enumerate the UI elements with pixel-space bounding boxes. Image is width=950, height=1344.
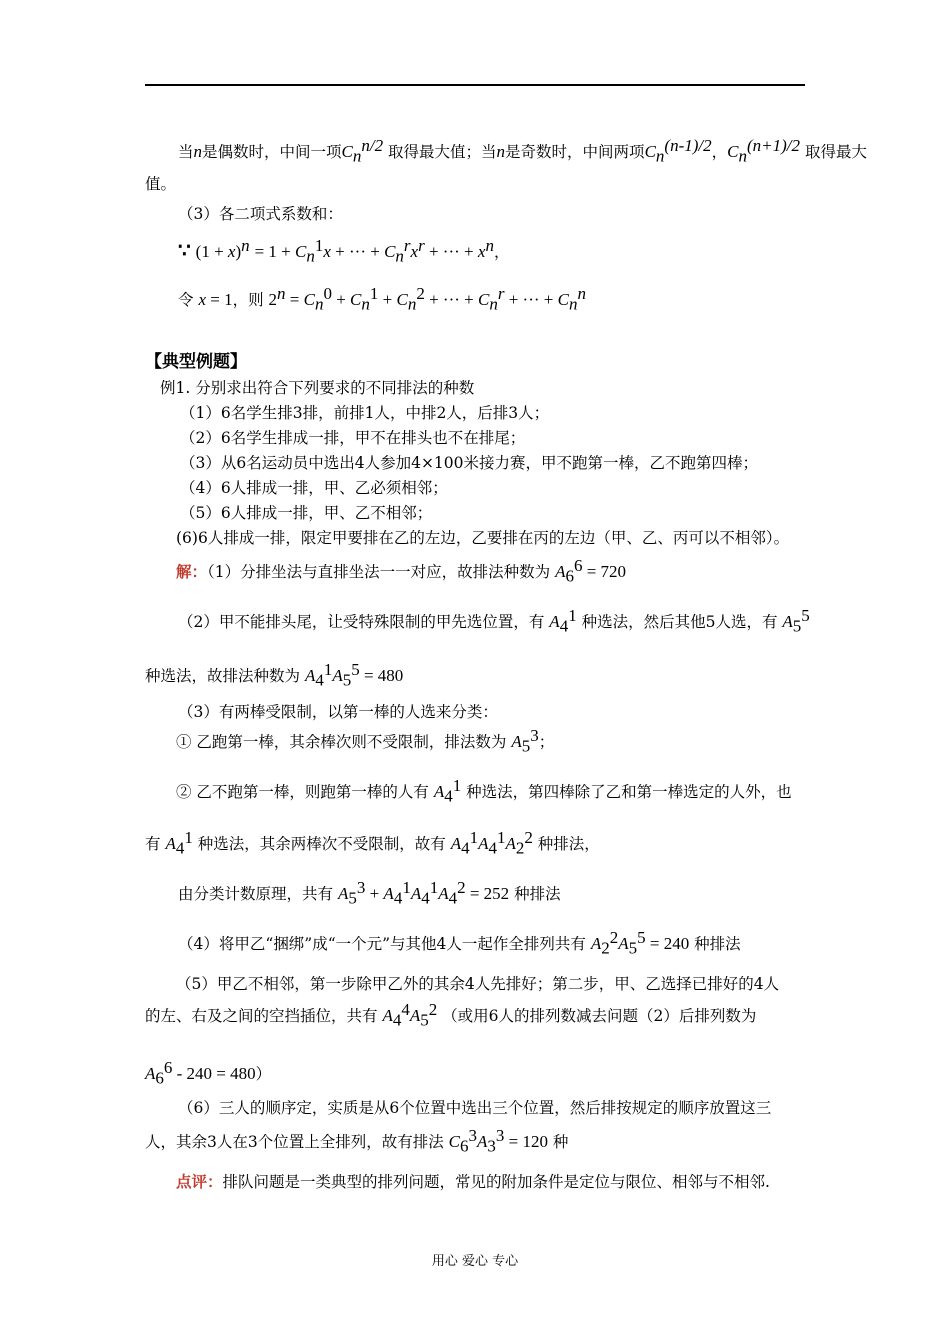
solution-4: （4）将甲乙“捆绑”成“一个元”与其他4人一起作全排列共有 $A_2^2A_5^5 = 240$ 种排法 <box>178 928 741 958</box>
intro-formula2: 令 x = 1，则 $2^n = C_n^0 + C_n^1 + C_n^2$ + ··· + $C_n^r$ + ··· + $C_n^n$ <box>178 284 586 314</box>
comment <box>176 1172 770 1192</box>
solution-6b: 人，其余3人在3个位置上全排列，故有排法 $C_6^3A_3^3 = 120$ 种 <box>145 1126 569 1156</box>
example-item-4: （4）6人排成一排，甲、乙必须相邻； <box>180 479 448 497</box>
example-item-5: （5）6人排成一排，甲、乙不相邻； <box>180 504 433 522</box>
intro-formula1: ∵ $(1 + x)^n = 1 + C_n^1x$ + ··· + $C_n^rx^r$ + ··· + $x^n$， <box>178 236 510 266</box>
solution-3c: ② 乙不跑第一棒，则跑第一棒的人有 $A_4^1$ 种选法，第四棒除了乙和第一棒选定的人外，也 <box>176 776 792 806</box>
solution-3e: 由分类计数原理，共有 $A_5^3 + A_4^1A_4^1A_4^2 = 252$ 种排法 <box>178 878 561 908</box>
solution-label: 解： <box>176 562 208 582</box>
page-footer: 用心 爱心 专心 <box>431 1254 519 1269</box>
solution-5a: （5）甲乙不相邻，第一步除甲乙外的其余4人先排好；第二步，甲、乙选择已排好的4人 <box>176 975 780 993</box>
comment-text: 排队问题是一类典型的排列问题，常见的附加条件是定位与限位、相邻与不相邻. <box>222 1173 770 1191</box>
solution-3a: （3）有两棒受限制，以第一棒的人选来分类： <box>178 703 498 721</box>
intro-item3: （3）各二项式系数和： <box>178 205 343 223</box>
solution-2b: 种选法，故排法种数为 $A_4^1A_5^5 = 480$ <box>145 660 404 690</box>
example-item-3: （3）从6名运动员中选出4人参加4×100米接力赛，甲不跑第一棒，乙不跑第四棒； <box>180 454 759 472</box>
example-item-2: （2）6名学生排成一排，甲不在排头也不在排尾； <box>180 429 526 447</box>
example-title: 例1. 分别求出符合下列要求的不同排法的种数 <box>160 379 475 397</box>
solution-5c: $A_6^6 - 240 = 480$） <box>145 1058 272 1088</box>
section-title: 【典型例题】 <box>145 352 247 372</box>
solution-5b: 的左、右及之间的空挡插位，共有 $A_4^4A_5^2$ （或用6人的排列数减去问题（2）后排列数为 <box>145 1000 757 1030</box>
solution-1: 解：（1）分排坐法与直排坐法一一对应，故排法种数为 $A_6^6 = 720$ <box>176 556 627 586</box>
intro-line1b: 值。 <box>145 175 177 193</box>
header-rule <box>145 84 805 86</box>
comment-label: 点评： <box>176 1172 223 1191</box>
example-item-1: （1）6名学生排3排，前排1人，中排2人，后排3人； <box>180 404 550 422</box>
example-item-6: (6)6人排成一排，限定甲要排在乙的左边，乙要排在丙的左边（甲、乙、丙可以不相邻）。 <box>176 529 790 547</box>
solution-3b: ① 乙跑第一棒，其余棒次则不受限制，排法数为 $A_5^3$； <box>176 726 555 756</box>
solution-6a: （6）三人的顺序定，实质是从6个位置中选出三个位置，然后排按规定的顺序放置这三 <box>178 1099 772 1117</box>
solution-3d: 有 $A_4^1$ 种选法，其余两棒次不受限制，故有 $A_4^1A_4^1A_2^2$ 种排法， <box>145 828 600 858</box>
intro-line1: 当n是偶数时，中间一项$C_n^{n/2}$ 取得最大值；当n是奇数时，中间两项$C_n^{(n-1)/2}$，$C_n^{(n+1)/2}$ 取得最大 <box>178 136 867 166</box>
solution-2a: （2）甲不能排头尾，让受特殊限制的甲先选位置，有 $A_4^1$ 种选法，然后其他5人选，有 $A_5^5$ <box>178 606 810 636</box>
